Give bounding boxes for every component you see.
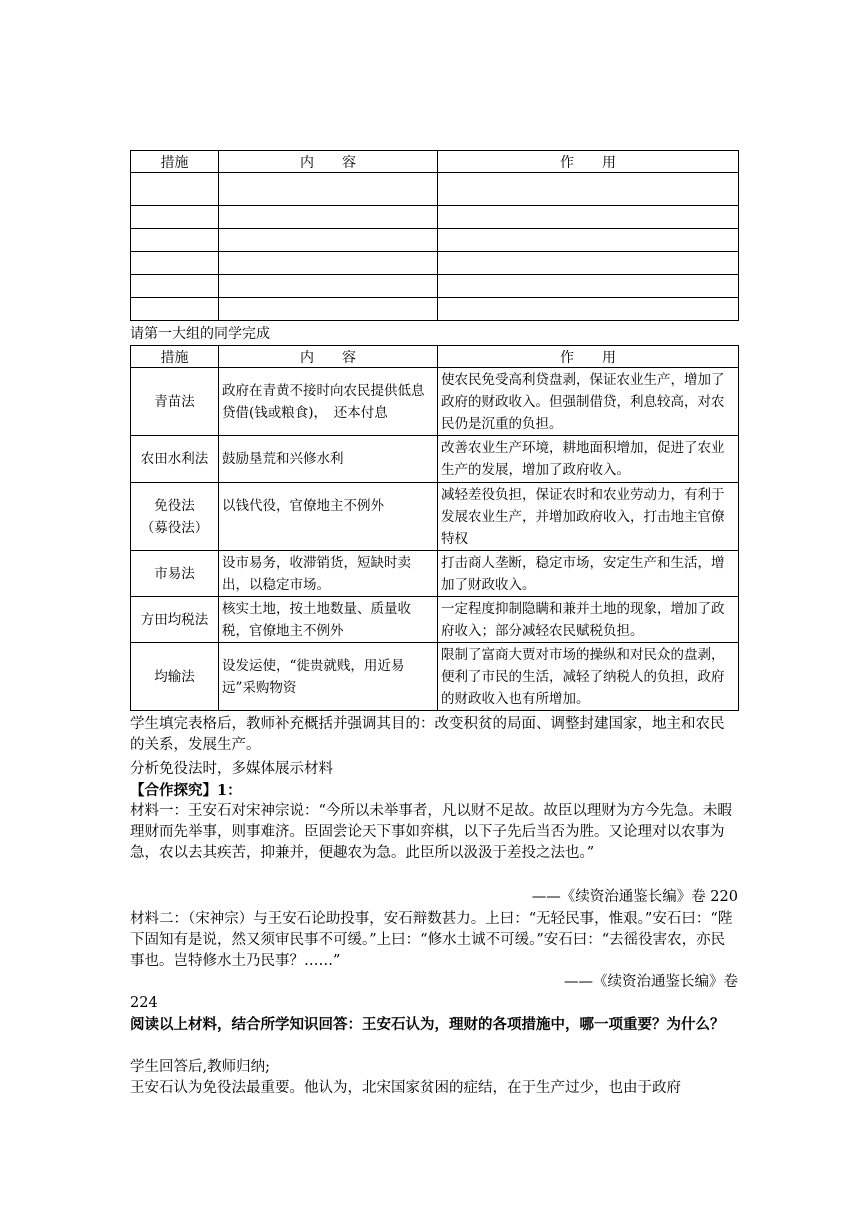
content-cell: 政府在青黄不接时向农民提供低息贷借(钱或粮食)， 还本付息 [219, 368, 438, 436]
blank-cell[interactable] [131, 173, 219, 206]
table-row[interactable] [131, 252, 739, 275]
blank-cell[interactable] [219, 252, 438, 275]
table-row [131, 597, 739, 643]
blank-cell[interactable] [219, 298, 438, 321]
blank-cell[interactable] [219, 173, 438, 206]
content-cell: 设市易务，收滞销货，短缺时卖出，以稳定市场。 [219, 551, 438, 597]
header-measure: 措施 [131, 151, 219, 173]
table-caption: 请第一大组的同学完成 [130, 326, 270, 342]
material-two: 材料二：（宋神宗）与王安石论助投事，安石辩数甚力。上曰：“无轻民事，惟艰。”安石曰：“陛下固知有是说，然又须审民事不可缓。”上曰：“修水土诚不可缓。”安石曰：“去徭役害农，亦民事也。岂特修水土乃民事？……” [130, 911, 733, 969]
header-measure: 措施 [131, 346, 219, 368]
blank-cell[interactable] [131, 229, 219, 252]
measure-cell: 青苗法 [131, 368, 219, 436]
header-content: 内 容 [219, 151, 438, 173]
table-row[interactable] [131, 229, 739, 252]
header-effect: 作 用 [438, 151, 739, 173]
blank-cell[interactable] [219, 206, 438, 229]
teacher-summary-note: 学生回答后,教师归纳; [130, 1059, 270, 1075]
blank-cell[interactable] [219, 275, 438, 298]
blank-cell[interactable] [219, 229, 438, 252]
effect-cell: 限制了富商大贾对市场的操纵和对民众的盘剥，便利了市民的生活，减轻了纳税人的负担，政府的财政收入也有所增加。 [438, 643, 739, 711]
section-heading: 【合作探究】1： [130, 782, 242, 799]
blank-cell[interactable] [131, 275, 219, 298]
effect-cell: 使农民免受高利贷盘剥，保证农业生产，增加了政府的财政收入。但强制借贷，利息较高，对农民仍是沉重的负担。 [438, 368, 739, 436]
blank-cell[interactable] [438, 206, 739, 229]
measure-cell: 市易法 [131, 551, 219, 597]
media-note: 分析免役法时，多媒体展示材料 [130, 761, 333, 777]
source-two: ——《续资治通鉴长编》卷 [564, 974, 738, 990]
summary-paragraph: 学生填完表格后，教师补充概括并强调其目的：改变积贫的局面、调整封建国家，地主和农民的关系，发展生产。 [130, 716, 725, 753]
blank-measures-table [130, 150, 739, 321]
table-row[interactable] [131, 298, 739, 321]
blank-cell[interactable] [438, 173, 739, 206]
measure-cell [131, 483, 219, 551]
question-text: 阅读以上材料，结合所学知识回答：王安石认为，理财的各项措施中，哪一项重要？为什么？ [130, 1016, 725, 1033]
measure-cell: 农田水利法 [131, 436, 219, 483]
content-cell: 核实土地，按土地数量、质量收税，官僚地主不例外 [219, 597, 438, 643]
table-row [131, 551, 739, 597]
blank-cell[interactable] [131, 206, 219, 229]
blank-cell[interactable] [438, 298, 739, 321]
blank-cell[interactable] [438, 275, 739, 298]
measures-table [130, 345, 739, 711]
effect-cell: 改善农业生产环境，耕地面积增加，促进了农业生产的发展，增加了政府收入。 [438, 436, 739, 483]
blank-cell[interactable] [131, 298, 219, 321]
table-row [131, 436, 739, 483]
table-row[interactable] [131, 206, 739, 229]
blank-cell[interactable] [438, 229, 739, 252]
blank-cell[interactable] [131, 252, 219, 275]
content-cell: 设发运使，“徙贵就贱，用近易远”采购物资 [219, 643, 438, 711]
table-row [131, 643, 739, 711]
measure-cell: 均输法 [131, 643, 219, 711]
effect-cell: 一定程度抑制隐瞒和兼并土地的现象，增加了政府收入；部分减轻农民赋税负担。 [438, 597, 739, 643]
table-header-row [131, 346, 739, 368]
table-row[interactable] [131, 275, 739, 298]
effect-cell: 减轻差役负担，保证农时和农业劳动力，有利于发展农业生产，并增加政府收入，打击地主官僚特权 [438, 483, 739, 551]
content-cell: 鼓励垦荒和兴修水利 [219, 436, 438, 483]
blank-cell[interactable] [438, 252, 739, 275]
table-row [131, 483, 739, 551]
measure-cell: 方田均税法 [131, 597, 219, 643]
effect-cell: 打击商人垄断，稳定市场，安定生产和生活，增加了财政收入。 [438, 551, 739, 597]
content-cell: 以钱代役，官僚地主不例外 [219, 483, 438, 551]
source-one: ——《续资治通鉴长编》卷 220 [531, 889, 738, 905]
table-row[interactable] [131, 173, 739, 206]
header-effect: 作 用 [438, 346, 739, 368]
measure-name: 免役法 （募役法） [140, 497, 209, 536]
table-row [131, 368, 739, 436]
source-two-volume: 224 [130, 995, 158, 1011]
material-one: 材料一：王安石对宋神宗说：“今所以未举事者，凡以财不足故。故臣以理财为方今先急。未暇理财而先举事，则事难济。臣固尝论天下事如弈棋，以下子先后当否为胜。又论理对以农事为急，农以去其疾苦，抑兼并，便趣农为急。此臣所以汲汲于差投之法也。” [130, 803, 732, 861]
header-content: 内 容 [219, 346, 438, 368]
table-header-row [131, 151, 739, 173]
answer-paragraph: 王安石认为免役法最重要。他认为，北宋国家贫困的症结，在于生产过少，也由于政府 [130, 1080, 681, 1096]
